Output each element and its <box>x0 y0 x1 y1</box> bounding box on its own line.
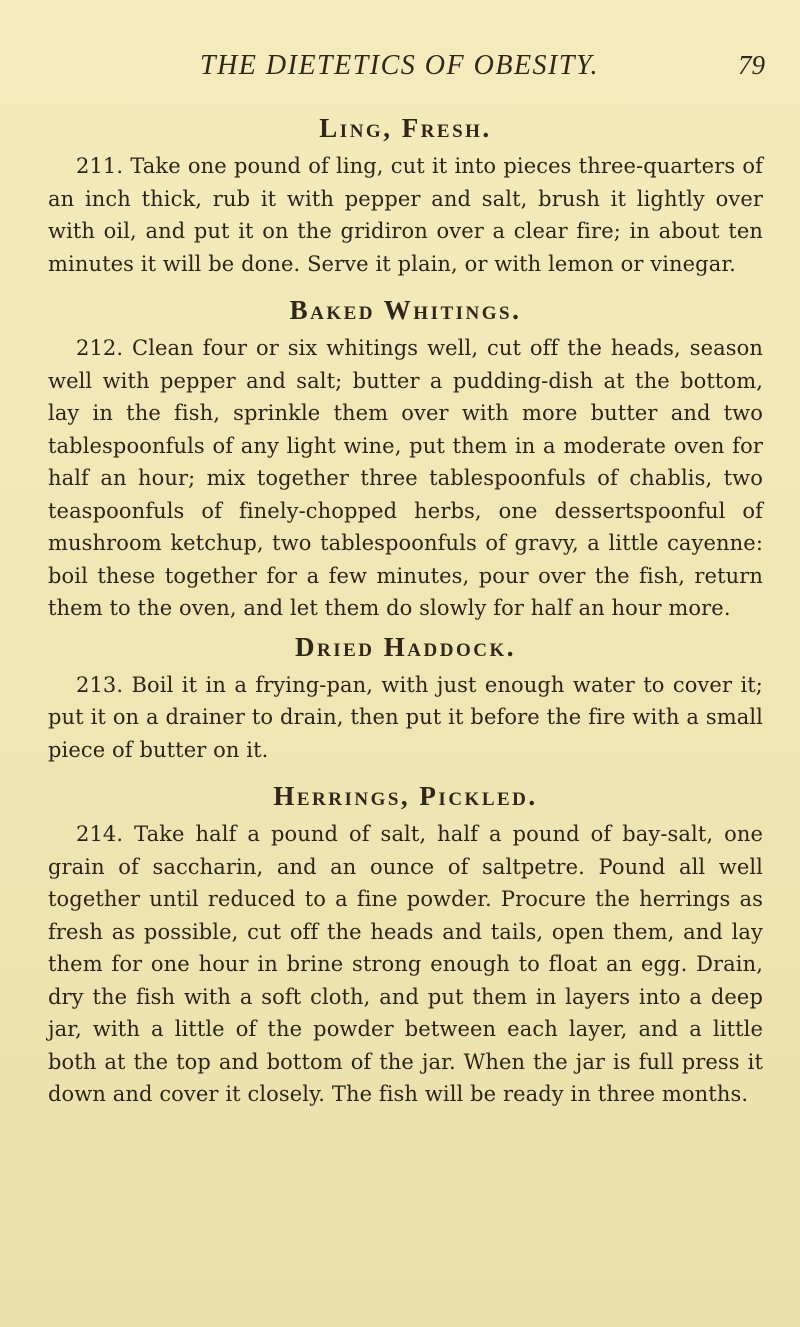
recipe-section-ling <box>48 106 763 280</box>
running-head <box>200 50 765 90</box>
section-heading: Herrings, Pickled. <box>273 781 538 811</box>
page-body <box>48 106 763 1111</box>
section-paragraph: 213. Boil it in a frying-pan, with just enough water to cover it; put it on a drainer to drain, then put it before the fire with a small piece of butter on it. <box>48 672 763 762</box>
running-title: THE DIETETICS OF OBESITY. <box>200 50 599 81</box>
section-paragraph: 212. Clean four or six whitings well, cut off the heads, season well with pepper and salt; butter a pudding-dish at the bottom, lay in the fish, sprinkle them over with more butter and two tablespoonfuls of any light wine, put them in a moderate oven for half an hour; mix together three tablespoonfuls of chablis, two teaspoonfuls of finely-chopped herbs, one dessertspoonful of mushroom ketchup, two tablespoonfuls of gravy, a little cayenne: boil these together for a few minutes, pour over the fish, return them to the oven, and let them do slowly for half an hour more. <box>48 336 763 620</box>
recipe-section-herrings-pickled <box>48 774 763 1111</box>
recipe-section-baked-whitings <box>48 288 763 625</box>
section-paragraph: 211. Take one pound of ling, cut it into pieces three-quarters of an inch thick, rub it with pepper and salt, brush it lightly over with oil, and put it on the gridiron over a clear fire; in about ten minutes it will be done. Serve it plain, or with lemon or vinegar. <box>48 154 763 276</box>
recipe-section-dried-haddock <box>48 625 763 767</box>
section-paragraph: 214. Take half a pound of salt, half a pound of bay-salt, one grain of saccharin, and an ounce of saltpetre. Pound all well together until reduced to a fine powder. Procure the herrings as fresh as possible, cut off the heads and tails, open them, and lay them for one hour in brine strong enough to float an egg. Drain, dry the fish with a soft cloth, and put them in layers into a deep jar, with a little of the powder between each layer, and a little both at the top and bottom of the jar. When the jar is full press it down and cover it closely. The fish will be ready in three months. <box>48 822 763 1106</box>
page-number: 79 <box>738 50 765 80</box>
section-heading: Dried Haddock. <box>295 631 516 662</box>
section-heading: Baked Whitings. <box>289 295 522 325</box>
section-heading: Ling, Fresh. <box>319 113 492 143</box>
